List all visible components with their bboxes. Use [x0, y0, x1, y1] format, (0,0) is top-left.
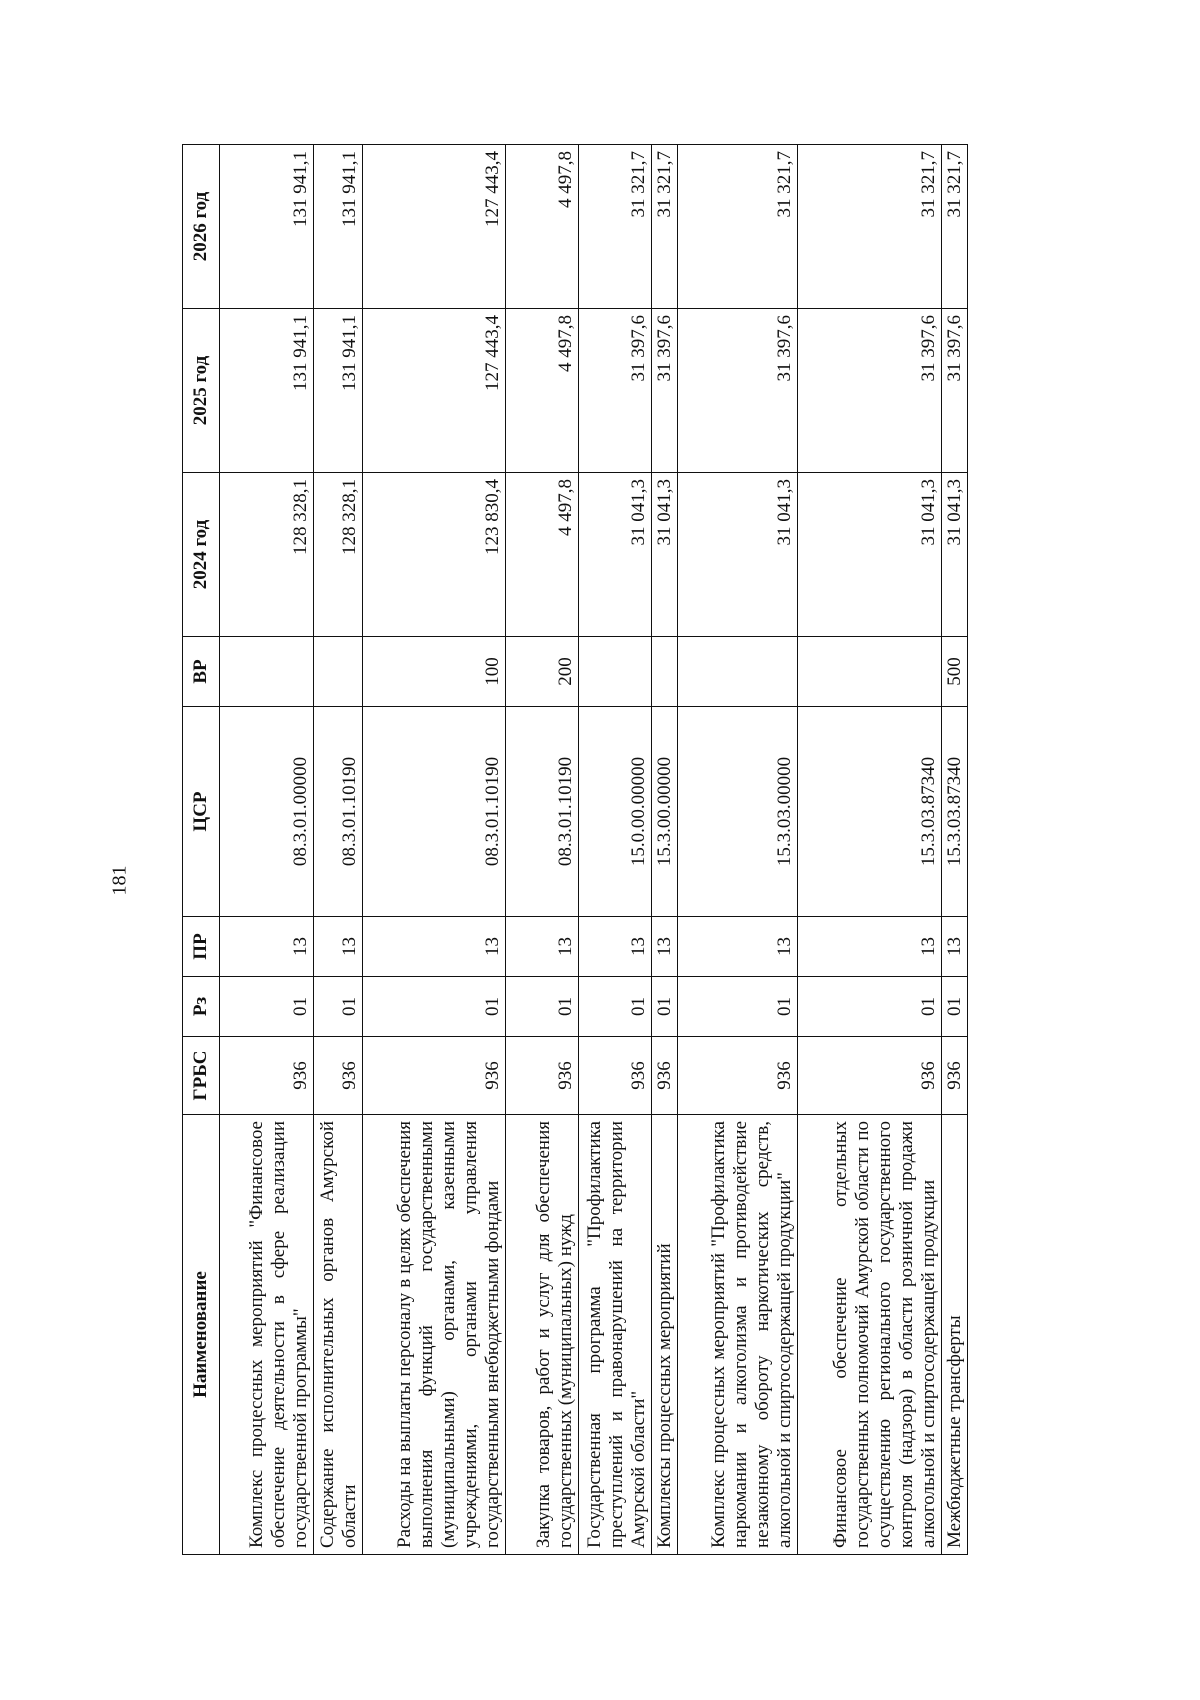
- row-name: Комплексы процессных мероприятий: [651, 1115, 677, 1555]
- row-name: Комплекс процессных мероприятий "Профилактика наркомании и алкоголизма и противодействие незаконному обороту наркотических средств, алкогольной и спиртосодержащей продукции": [677, 1115, 798, 1555]
- row-pr: 13: [798, 917, 942, 977]
- header-name: Наименование: [183, 1115, 220, 1555]
- row-pr: 13: [506, 917, 579, 977]
- row-pr: 13: [677, 917, 798, 977]
- table-row: [798, 145, 942, 1555]
- row-name: Закупка товаров, работ и услуг для обеспечения государственных (муниципальных) нужд: [506, 1115, 579, 1555]
- row-name: Финансовое обеспечение отдельных государственных полномочий Амурской области по осуществлению регионального государственного контроля (надзора) в области розничной продажи алкогольной и спиртосодержащей продукции: [798, 1115, 942, 1555]
- row-grbs: 936: [362, 1037, 506, 1115]
- row-2026: 31 321,7: [578, 145, 651, 309]
- row-2025: 31 397,6: [578, 309, 651, 473]
- budget-table: [182, 144, 968, 1555]
- row-2026: 131 941,1: [313, 145, 362, 309]
- header-rz: Рз: [183, 977, 220, 1037]
- row-2026: 31 321,7: [677, 145, 798, 309]
- table-row: [578, 145, 651, 1555]
- row-csr: 08.3.01.10190: [506, 707, 579, 917]
- row-vr: [313, 637, 362, 707]
- row-vr: [220, 637, 314, 707]
- row-csr: 15.3.00.00000: [651, 707, 677, 917]
- header-2025: 2025 год: [183, 309, 220, 473]
- row-pr: 13: [578, 917, 651, 977]
- row-2026: 127 443,4: [362, 145, 506, 309]
- row-2024: 31 041,3: [578, 473, 651, 637]
- header-csr: ЦСР: [183, 707, 220, 917]
- row-vr: [651, 637, 677, 707]
- row-vr: 200: [506, 637, 579, 707]
- row-rz: 01: [220, 977, 314, 1037]
- row-2024: 31 041,3: [941, 473, 967, 637]
- row-2025: 131 941,1: [220, 309, 314, 473]
- row-vr: [578, 637, 651, 707]
- row-vr: [677, 637, 798, 707]
- row-vr: 100: [362, 637, 506, 707]
- row-rz: 01: [651, 977, 677, 1037]
- row-rz: 01: [313, 977, 362, 1037]
- row-rz: 01: [941, 977, 967, 1037]
- row-name: Комплекс процессных мероприятий "Финансовое обеспечение деятельности в сфере реализации государственной программы": [220, 1115, 314, 1555]
- row-pr: 13: [220, 917, 314, 977]
- header-vr: ВР: [183, 637, 220, 707]
- header-2024: 2024 год: [183, 473, 220, 637]
- header-row: [183, 145, 220, 1555]
- table-row: [941, 145, 967, 1555]
- header-pr: ПР: [183, 917, 220, 977]
- row-2025: 31 397,6: [651, 309, 677, 473]
- row-pr: 13: [313, 917, 362, 977]
- row-2024: 31 041,3: [798, 473, 942, 637]
- row-grbs: 936: [651, 1037, 677, 1115]
- row-rz: 01: [677, 977, 798, 1037]
- row-2025: 131 941,1: [313, 309, 362, 473]
- row-csr: 08.3.01.10190: [362, 707, 506, 917]
- table-row: [313, 145, 362, 1555]
- row-rz: 01: [798, 977, 942, 1037]
- row-name: Государственная программа "Профилактика преступлений и правонарушений на территории Амурской области": [578, 1115, 651, 1555]
- row-grbs: 936: [506, 1037, 579, 1115]
- page-number: [108, 850, 132, 910]
- row-2024: 123 830,4: [362, 473, 506, 637]
- row-2024: 128 328,1: [313, 473, 362, 637]
- row-csr: 15.0.00.00000: [578, 707, 651, 917]
- row-pr: 13: [941, 917, 967, 977]
- table-row: [220, 145, 314, 1555]
- row-2024: 31 041,3: [651, 473, 677, 637]
- row-2026: 31 321,7: [798, 145, 942, 309]
- row-grbs: 936: [941, 1037, 967, 1115]
- table-row: [651, 145, 677, 1555]
- row-2025: 4 497,8: [506, 309, 579, 473]
- row-2025: 31 397,6: [798, 309, 942, 473]
- table-row: [506, 145, 579, 1555]
- row-csr: 08.3.01.00000: [220, 707, 314, 917]
- row-2026: 31 321,7: [941, 145, 967, 309]
- row-csr: 15.3.03.00000: [677, 707, 798, 917]
- row-name: Межбюджетные трансферты: [941, 1115, 967, 1555]
- row-2025: 31 397,6: [941, 309, 967, 473]
- row-grbs: 936: [578, 1037, 651, 1115]
- row-2025: 127 443,4: [362, 309, 506, 473]
- row-2024: 128 328,1: [220, 473, 314, 637]
- row-name: Расходы на выплаты персоналу в целях обеспечения выполнения функций государственными (муниципальными) органами, казенными учреждениями, органами управления государственными внебюджетными фондами: [362, 1115, 506, 1555]
- header-grbs: ГРБС: [183, 1037, 220, 1115]
- row-rz: 01: [506, 977, 579, 1037]
- table-row: [362, 145, 506, 1555]
- row-name: Содержание исполнительных органов Амурской области: [313, 1115, 362, 1555]
- row-csr: 15.3.03.87340: [798, 707, 942, 917]
- row-csr: 08.3.01.10190: [313, 707, 362, 917]
- row-pr: 13: [362, 917, 506, 977]
- table-row: [677, 145, 798, 1555]
- page-number-text: 181: [108, 865, 131, 895]
- row-2024: 31 041,3: [677, 473, 798, 637]
- row-grbs: 936: [677, 1037, 798, 1115]
- row-2025: 31 397,6: [677, 309, 798, 473]
- row-grbs: 936: [798, 1037, 942, 1115]
- row-vr: [798, 637, 942, 707]
- row-vr: 500: [941, 637, 967, 707]
- row-2024: 4 497,8: [506, 473, 579, 637]
- budget-table-container: [182, 145, 968, 1555]
- row-grbs: 936: [220, 1037, 314, 1115]
- row-rz: 01: [578, 977, 651, 1037]
- row-2026: 4 497,8: [506, 145, 579, 309]
- row-pr: 13: [651, 917, 677, 977]
- row-csr: 15.3.03.87340: [941, 707, 967, 917]
- row-rz: 01: [362, 977, 506, 1037]
- row-2026: 31 321,7: [651, 145, 677, 309]
- row-2026: 131 941,1: [220, 145, 314, 309]
- header-2026: 2026 год: [183, 145, 220, 309]
- row-grbs: 936: [313, 1037, 362, 1115]
